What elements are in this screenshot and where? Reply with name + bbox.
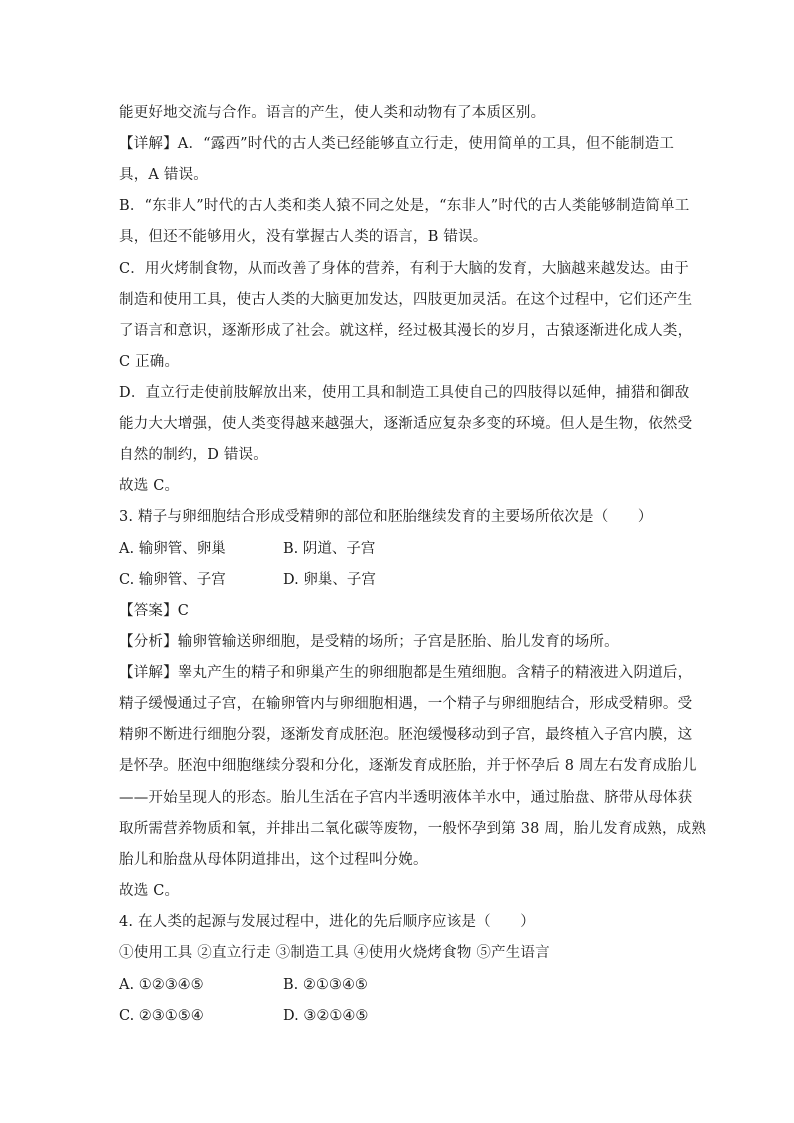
paragraph-line: C．用火烤制食物，从而改善了身体的营养，有利于大脑的发育，大脑越来越发达。由于 xyxy=(119,261,689,277)
paragraph-line: 取所需营养物质和氧，并排出二氧化碳等废物，一般怀孕到第 38 周，胎儿发育成熟，成熟 xyxy=(119,821,707,837)
question-4-stem: 4. 在人类的起源与发展过程中，进化的先后顺序应该是（ ） xyxy=(119,914,535,930)
q3-option-d: D. 卵巢、子宫 xyxy=(283,572,376,588)
paragraph-line: 精卵不断进行细胞分裂，逐渐发育成胚泡。胚泡缓慢移动到子宫，最终植入子宫内膜，这 xyxy=(119,727,693,743)
paragraph-line: D．直立行走使前肢解放出来，使用工具和制造工具使自己的四肢得以延伸，捕猎和御敌 xyxy=(119,385,690,401)
paragraph-line: 了语言和意识，逐渐形成了社会。就这样，经过极其漫长的岁月，古猿逐渐进化成人类， xyxy=(119,323,693,339)
q3-option-b: B. 阴道、子宫 xyxy=(283,541,376,557)
q4-option-c: C. ②③①⑤④ xyxy=(119,1008,204,1024)
paragraph-line: 是怀孕。胚泡中细胞继续分裂和分化，逐渐发育成胚胎，并于怀孕后 8 周左右发育成胎儿 xyxy=(119,758,697,774)
paragraph-line: 自然的制约，D 错误。 xyxy=(119,447,268,463)
q4-option-a: A. ①②③④⑤ xyxy=(119,977,204,993)
paragraph-line: 【详解】睾丸产生的精子和卵巢产生的卵细胞都是生殖细胞。含精子的精液进入阴道后， xyxy=(119,665,693,681)
paragraph-line: 故选 C。 xyxy=(119,883,180,899)
paragraph-line: 精子缓慢通过子宫，在输卵管内与卵细胞相遇，一个精子与卵细胞结合，形成受精卵。受 xyxy=(119,696,693,712)
paragraph-line: B．“东非人”时代的古人类和类人猿不同之处是，“东非人”时代的古人类能够制造简单工 xyxy=(119,198,690,214)
paragraph-line: 能力大大增强，使人类变得越来越强大，逐渐适应复杂多变的环境。但人是生物，依然受 xyxy=(119,416,693,432)
q3-option-a: A. 输卵管、卵巢 xyxy=(119,541,226,557)
answer-line: 【答案】C xyxy=(119,603,190,619)
analysis-line: 【分析】输卵管输送卵细胞，是受精的场所；子宫是胚胎、胎儿发育的场所。 xyxy=(119,634,619,650)
paragraph-line: 故选 C。 xyxy=(119,478,180,494)
q3-option-c: C. 输卵管、子宫 xyxy=(119,572,226,588)
q4-option-d: D. ③②①④⑤ xyxy=(283,1008,369,1024)
paragraph-line: C 正确。 xyxy=(119,354,180,370)
paragraph-line: 具，但还不能够用火，没有掌握古人类的语言，B 错误。 xyxy=(119,229,488,245)
question-4-items: ①使用工具 ②直立行走 ③制造工具 ④使用火烧烤食物 ⑤产生语言 xyxy=(119,945,550,961)
paragraph-line: 制造和使用工具，使古人类的大脑更加发达，四肢更加灵活。在这个过程中，它们还产生 xyxy=(119,292,693,308)
q4-option-b: B. ②①③④⑤ xyxy=(283,977,368,993)
paragraph-line: 【详解】A．“露西”时代的古人类已经能够直立行走，使用简单的工具，但不能制造工 xyxy=(119,136,675,152)
paragraph-line: ——开始呈现人的形态。胎儿生活在子宫内半透明液体羊水中，通过胎盘、脐带从母体获 xyxy=(119,790,693,806)
paragraph-line: 能更好地交流与合作。语言的产生，使人类和动物有了本质区别。 xyxy=(119,105,546,121)
question-3-stem: 3. 精子与卵细胞结合形成受精卵的部位和胚胎继续发育的主要场所依次是（ ） xyxy=(119,509,653,525)
paragraph-line: 胎儿和胎盘从母体阴道排出，这个过程叫分娩。 xyxy=(119,852,428,868)
paragraph-line: 具，A 错误。 xyxy=(119,167,208,183)
